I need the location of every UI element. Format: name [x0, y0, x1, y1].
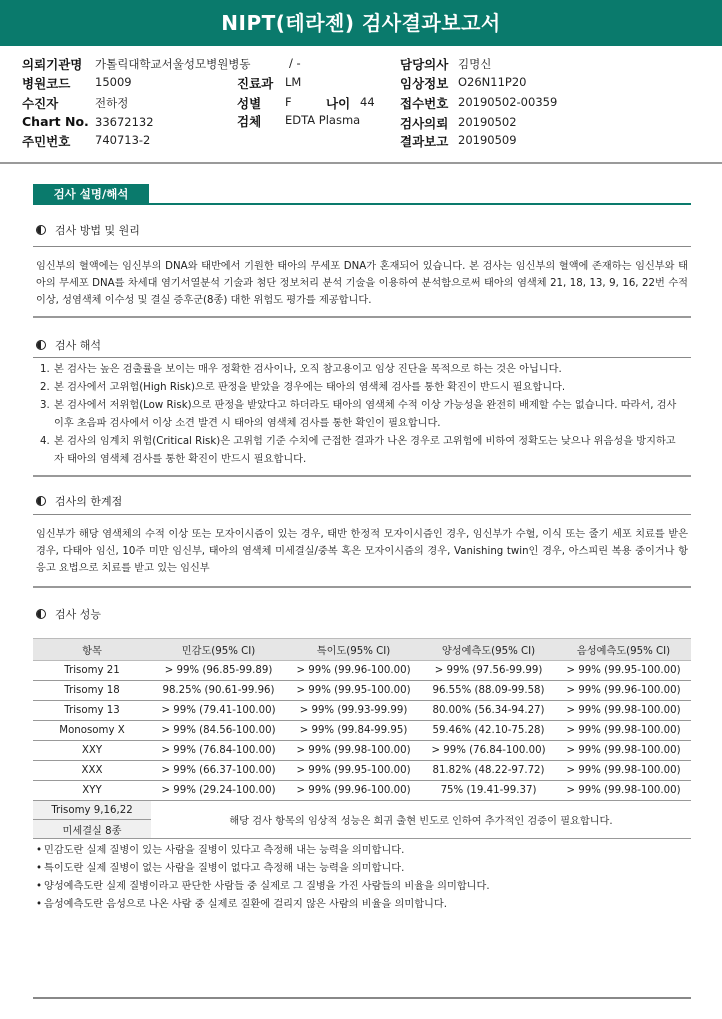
list-item: 4. 본 검사의 임계치 위험(Critical Risk)은 고위험 기준 수치에 근접한 결과가 나온 경우로 고위험에 비하여 정확도는 낮으나 위음성을 방지하고자 태아의 염색체 검사를 통한 확진이 반드시 필요합니다.	[40, 436, 676, 465]
limitations-divider-top	[33, 514, 691, 515]
institution-value: 가톨릭대학교서울성모병원병동	[95, 57, 251, 71]
receipt-no-value: 20190502-00359	[458, 95, 558, 109]
patient-info	[0, 46, 722, 164]
col-item: 항목	[33, 639, 151, 661]
age-label: 나이	[326, 96, 351, 111]
report-title: NIPT(테라젠) 검사결과보고서	[0, 0, 722, 46]
list-item: 2. 본 검사에서 고위험(High Risk)으로 판정을 받았을 경우에는 태아의 염색체 검사를 통한 확진이 반드시 필요합니다.	[40, 382, 566, 393]
specimen-label: 검체	[237, 114, 262, 129]
table-row-extra	[33, 801, 691, 820]
receipt-no-label: 접수번호	[400, 96, 449, 111]
bottom-divider	[33, 997, 691, 999]
doctor-value: 김명신	[458, 57, 492, 71]
list-item: • 특이도란 실제 질병이 없는 사람을 질병이 없다고 측정해 내는 능력을 의미합니다.	[36, 863, 405, 874]
list-item: • 양성예측도란 실제 질병이라고 판단한 사람들 중 실제로 그 질병을 가진 사람들의 비율을 의미합니다.	[36, 881, 490, 892]
clinical-info-value: O26N11P20	[458, 75, 527, 89]
extra-item-microdeletion: 미세결실 8종	[33, 820, 151, 839]
list-item: 1. 본 검사는 높은 검출률을 보이는 매우 정확한 검사이나, 오직 참고용이고 임상 진단을 목적으로 하는 것은 아닙니다.	[40, 364, 562, 375]
chart-no-value: 33672132	[95, 115, 154, 129]
sex-value: F	[285, 95, 292, 109]
chart-no-label: Chart No.	[22, 114, 89, 129]
table-row: XXY > 99% (76.84-100.00) > 99% (99.98-100.00) > 99% (76.84-100.00) > 99% (99.98-100.00)	[33, 741, 691, 761]
footnotes	[36, 842, 686, 914]
interpretation-list	[40, 361, 685, 469]
id-no-value: 740713-2	[95, 133, 151, 147]
age-value: 44	[360, 95, 375, 109]
performance-table	[33, 638, 691, 839]
info-divider	[0, 162, 722, 164]
method-heading-text: 검사 방법 및 원리	[55, 224, 140, 237]
id-no-label: 주민번호	[22, 134, 71, 149]
half-circle-icon	[36, 225, 46, 235]
report-date-value: 20190509	[458, 133, 517, 147]
limitations-heading	[36, 493, 122, 509]
table-row: Trisomy 13 > 99% (79.41-100.00) > 99% (99.93-99.99) 80.00% (56.34-94.27) > 99% (99.98-100.00)	[33, 701, 691, 721]
extra-item-trisomy: Trisomy 9,16,22	[33, 801, 151, 820]
hospital-code-value: 15009	[95, 75, 132, 89]
interpretation-heading	[36, 337, 101, 353]
limitations-divider-bottom	[33, 586, 691, 588]
collector-label: 수진자	[22, 96, 59, 111]
list-item: • 음성예측도란 음성으로 나온 사람 중 실제로 질환에 걸리지 않은 사람의 비율을 의미합니다.	[36, 899, 447, 910]
department-label: 진료과	[237, 76, 274, 91]
sex-label: 성별	[237, 96, 262, 111]
table-row: Trisomy 21 > 99% (96.85-99.89) > 99% (99.96-100.00) > 99% (97.56-99.99) > 99% (99.95-100.00)	[33, 661, 691, 681]
interpretation-divider-top	[33, 357, 691, 358]
method-text: 임신부의 혈액에는 임신부의 DNA와 태반에서 기원한 태아의 무세포 DNA가 혼재되어 있습니다. 본 검사는 임신부의 혈액에 존재하는 임신부와 태아의 무세포 DNA를 차세대 염기서열분석 기술과 첨단 정보처리 분석 기술을 이용하여 분석함으로써 태아의 염색체 21, 18, 13, 9, 16, 22번 수적 이상, 성염색체 이수성 및 결실 증후군(8종) 대한 위험도 평가를 제공합니다.	[36, 261, 688, 306]
col-sensitivity: 민감도(95% CI)	[151, 639, 286, 661]
method-divider-top	[33, 246, 691, 247]
collector-value: 전하정	[95, 96, 129, 110]
request-date-value: 20190502	[458, 115, 517, 129]
institution-label: 의뢰기관명	[22, 57, 83, 72]
report-date-label: 결과보고	[400, 134, 449, 149]
table-row: XYY > 99% (29.24-100.00) > 99% (99.96-100.00) 75% (19.41-99.37) > 99% (99.98-100.00)	[33, 781, 691, 801]
clinical-info-label: 임상정보	[400, 76, 449, 91]
performance-heading	[36, 606, 101, 622]
half-circle-icon	[36, 609, 46, 619]
extra-note: 해당 검사 항목의 임상적 성능은 희귀 출현 빈도로 인하여 추가적인 검증이 필요합니다.	[151, 801, 691, 839]
list-item: 3. 본 검사에서 저위험(Low Risk)으로 판정을 받았다고 하더라도 태아의 염색체 수적 이상 가능성을 완전히 배제할 수는 없습니다. 따라서, 검사 이후 초음파 검사에서 이상 소견 발견 시 태아의 염색체 검사를 통한 확인이 필요합니다.	[40, 400, 677, 429]
limitations-heading-text: 검사의 한계점	[55, 495, 123, 508]
half-circle-icon	[36, 340, 46, 350]
col-specificity: 특이도(95% CI)	[286, 639, 421, 661]
table-row: XXX > 99% (66.37-100.00) > 99% (99.95-100.00) 81.82% (48.22-97.72) > 99% (99.98-100.00)	[33, 761, 691, 781]
hospital-code-label: 병원코드	[22, 76, 71, 91]
department-value: LM	[285, 75, 302, 89]
section-divider	[33, 203, 691, 205]
col-npv: 음성예측도(95% CI)	[556, 639, 691, 661]
method-divider-bottom	[33, 316, 691, 318]
col-ppv: 양성예측도(95% CI)	[421, 639, 556, 661]
doctor-label: 담당의사	[400, 57, 449, 72]
table-row: Monosomy X > 99% (84.56-100.00) > 99% (99.84-99.95) 59.46% (42.10-75.28) > 99% (99.98-100.00)	[33, 721, 691, 741]
request-date-label: 검사의뢰	[400, 116, 449, 131]
interpretation-divider-bottom	[33, 475, 691, 477]
method-heading	[36, 222, 140, 238]
table-row: Trisomy 18 98.25% (90.61-99.96) > 99% (99.95-100.00) 96.55% (88.09-99.58) > 99% (99.96-100.00)	[33, 681, 691, 701]
ward-value: / -	[289, 56, 301, 70]
performance-heading-text: 검사 성능	[55, 608, 102, 621]
interpretation-heading-text: 검사 해석	[55, 339, 102, 352]
limitations-text: 임신부가 해당 염색체의 수적 이상 또는 모자이시즘이 있는 경우, 태반 한정적 모자이시즘인 경우, 임신부가 수혈, 이식 또는 줄기 세포 치료를 받은 경우, 다태아 임신, 10주 미만 임신부, 태아의 염색체 미세결실/중복 혹은 모자이시즘의 경우, Vanishing twin인 경우, 아스피린 복용 중이거나 항 응고 요법으로 치료를 받고 있는 임신부	[36, 529, 688, 574]
half-circle-icon	[36, 496, 46, 506]
table-header-row	[33, 639, 691, 661]
list-item: • 민감도란 실제 질병이 있는 사람을 질병이 있다고 측정해 내는 능력을 의미합니다.	[36, 845, 405, 856]
section-tab: 검사 설명/해석	[33, 184, 149, 204]
specimen-value: EDTA Plasma	[285, 113, 361, 127]
